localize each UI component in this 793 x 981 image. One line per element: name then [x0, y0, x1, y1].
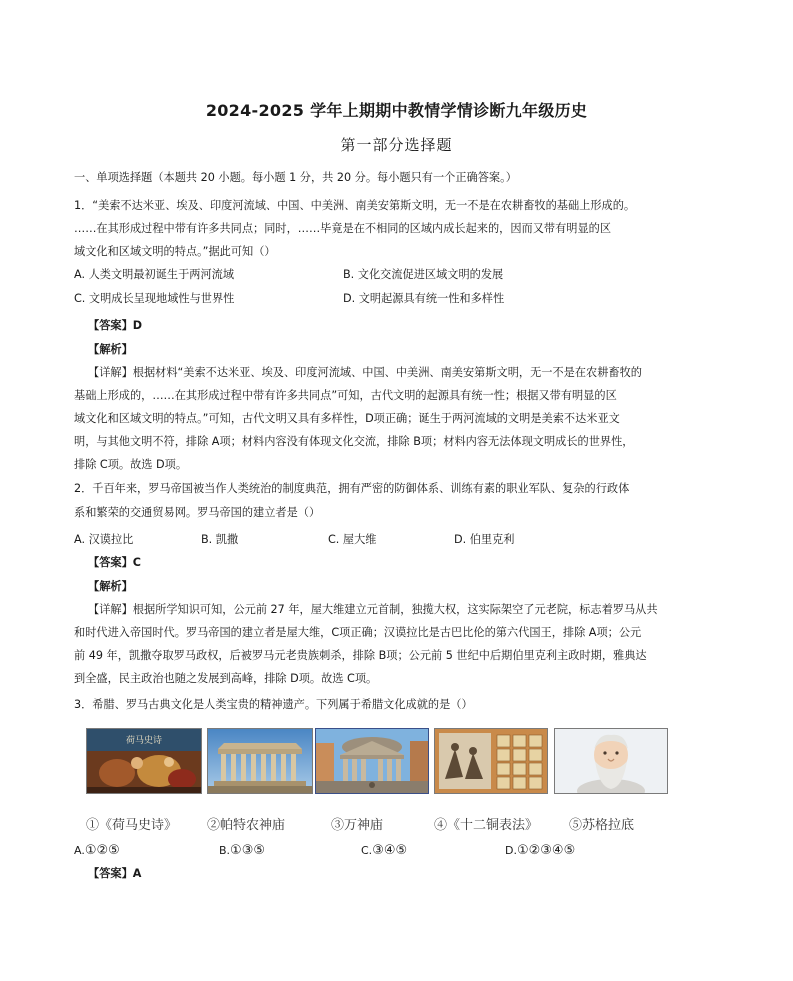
q2-detail-line: 到全盛，民主政治也随之发展到高峰，排除 D项。故选 C项。 — [74, 672, 378, 685]
q3-stem-line: 3．希腊、罗马古典文化是人类宝贵的精神遗产。下列属于希腊文化成就的是（） — [74, 698, 473, 711]
q3-image-strip — [86, 728, 666, 794]
q1-option-c: C. 文明成长呈现地域性与世界性 — [74, 292, 235, 305]
q3-option-b-value: ①③⑤ — [230, 843, 266, 858]
q3-option-d-value: ①②③④⑤ — [516, 843, 576, 858]
q1-option-a: A. 人类文明最初诞生于两河流域 — [74, 268, 235, 281]
homer-epic-image — [86, 728, 202, 794]
q1-detail-line: 【详解】根据材料“美索不达米亚、埃及、印度河流域、中国、中美洲、南美安第斯文明，无一不是在农耕畜牧的 — [88, 366, 642, 379]
q2-stem-line: 2．千百年来，罗马帝国被当作人类统治的制度典范，拥有严密的防御体系、训练有素的职业军队、复杂的行政体 — [74, 482, 630, 495]
q2-option-c: C. 屋大维 — [328, 533, 377, 546]
q1-detail-line: 基础上形成的，……在其形成过程中带有许多共同点”可知，古代文明的起源具有统一性；根据又带有明显的区 — [74, 389, 617, 402]
q2-analysis-label: 【解析】 — [88, 580, 133, 593]
q2-option-a: A. 汉谟拉比 — [74, 533, 134, 546]
pantheon-image — [315, 728, 429, 794]
q3-option-a-letter: A. — [74, 844, 85, 857]
q1-option-d: D. 文明起源具有统一性和多样性 — [343, 292, 505, 305]
q3-answer: 【答案】A — [88, 867, 142, 880]
q1-detail-line: 排除 C项。故选 D项。 — [74, 458, 188, 471]
q3-caption-4: ④《十二铜表法》 — [434, 818, 539, 833]
q3-caption-3: ③万神庙 — [331, 818, 384, 833]
q1-stem-line: 1．“美索不达米亚、埃及、印度河流域、中国、中美洲、南美安第斯文明，无一不是在农耕畜牧的基础上形成的。 — [74, 199, 636, 212]
q1-answer: 【答案】D — [88, 319, 143, 332]
q1-stem-line: 域文化和区域文明的特点。”据此可知（） — [74, 245, 276, 258]
q1-stem-line: ……在其形成过程中带有许多共同点；同时，……毕竟是在不相同的区域内成长起来的，因而又带有明显的区 — [74, 222, 612, 235]
q2-stem-line: 系和繁荣的交通贸易网。罗马帝国的建立者是（） — [74, 506, 321, 519]
q1-detail-line: 域文化和区域文明的特点。”可知，古代文明又具有多样性，D项正确；诞生于两河流域的文明是美索不达米亚文 — [74, 412, 620, 425]
parthenon-image — [207, 728, 313, 794]
q2-option-b: B. 凯撒 — [201, 533, 239, 546]
q1-detail-line: 明，与其他文明不符，排除 A项；材料内容没有体现文化交流，排除 B项；材料内容无法体现文明成长的世界性， — [74, 435, 634, 448]
q3-option-a-value: ①②⑤ — [84, 843, 120, 858]
socrates-image — [554, 728, 668, 794]
q3-caption-1: ①《荷马史诗》 — [86, 818, 178, 833]
q2-detail-line: 前 49 年，凯撒夺取罗马政权，后被罗马元老贵族刺杀，排除 B项；公元前 5 世纪中后期伯里克利主政时期，雅典达 — [74, 649, 647, 662]
q3-option-d — [505, 843, 575, 858]
q3-option-c — [361, 843, 407, 858]
section-heading: 一、单项选择题（本题共 20 小题。每小题 1 分，共 20 分。每小题只有一个正确答案。） — [74, 171, 517, 184]
q2-detail-line: 和时代进入帝国时代。罗马帝国的建立者是屋大维，C项正确；汉谟拉比是古巴比伦的第六代国王，排除 A项；公元 — [74, 626, 642, 639]
q3-option-d-letter: D. — [505, 844, 517, 857]
q1-analysis-label: 【解析】 — [88, 343, 133, 356]
twelve-tables-image — [434, 728, 548, 794]
q2-answer: 【答案】C — [88, 556, 141, 569]
q3-option-b — [219, 843, 265, 858]
q3-caption-5: ⑤苏格拉底 — [569, 818, 635, 833]
q3-option-c-value: ③④⑤ — [372, 843, 408, 858]
q3-caption-2: ②帕特农神庙 — [207, 818, 286, 833]
homer-epic-image-text: 荷马史诗 — [125, 736, 163, 746]
q3-option-b-letter: B. — [219, 844, 231, 857]
page-title: 2024-2025 学年上期期中教情学情诊断九年级历史 — [205, 101, 588, 120]
q1-option-b: B. 文化交流促进区域文明的发展 — [343, 268, 504, 281]
q3-option-a — [74, 843, 120, 858]
q2-detail-line: 【详解】根据所学知识可知，公元前 27 年，屋大维建立元首制，独揽大权，这实际架空了元老院，标志着罗马从共 — [88, 603, 658, 616]
q3-option-c-letter: C. — [361, 844, 373, 857]
section-subtitle: 第一部分选择题 — [340, 136, 453, 154]
q2-option-d: D. 伯里克利 — [454, 533, 515, 546]
